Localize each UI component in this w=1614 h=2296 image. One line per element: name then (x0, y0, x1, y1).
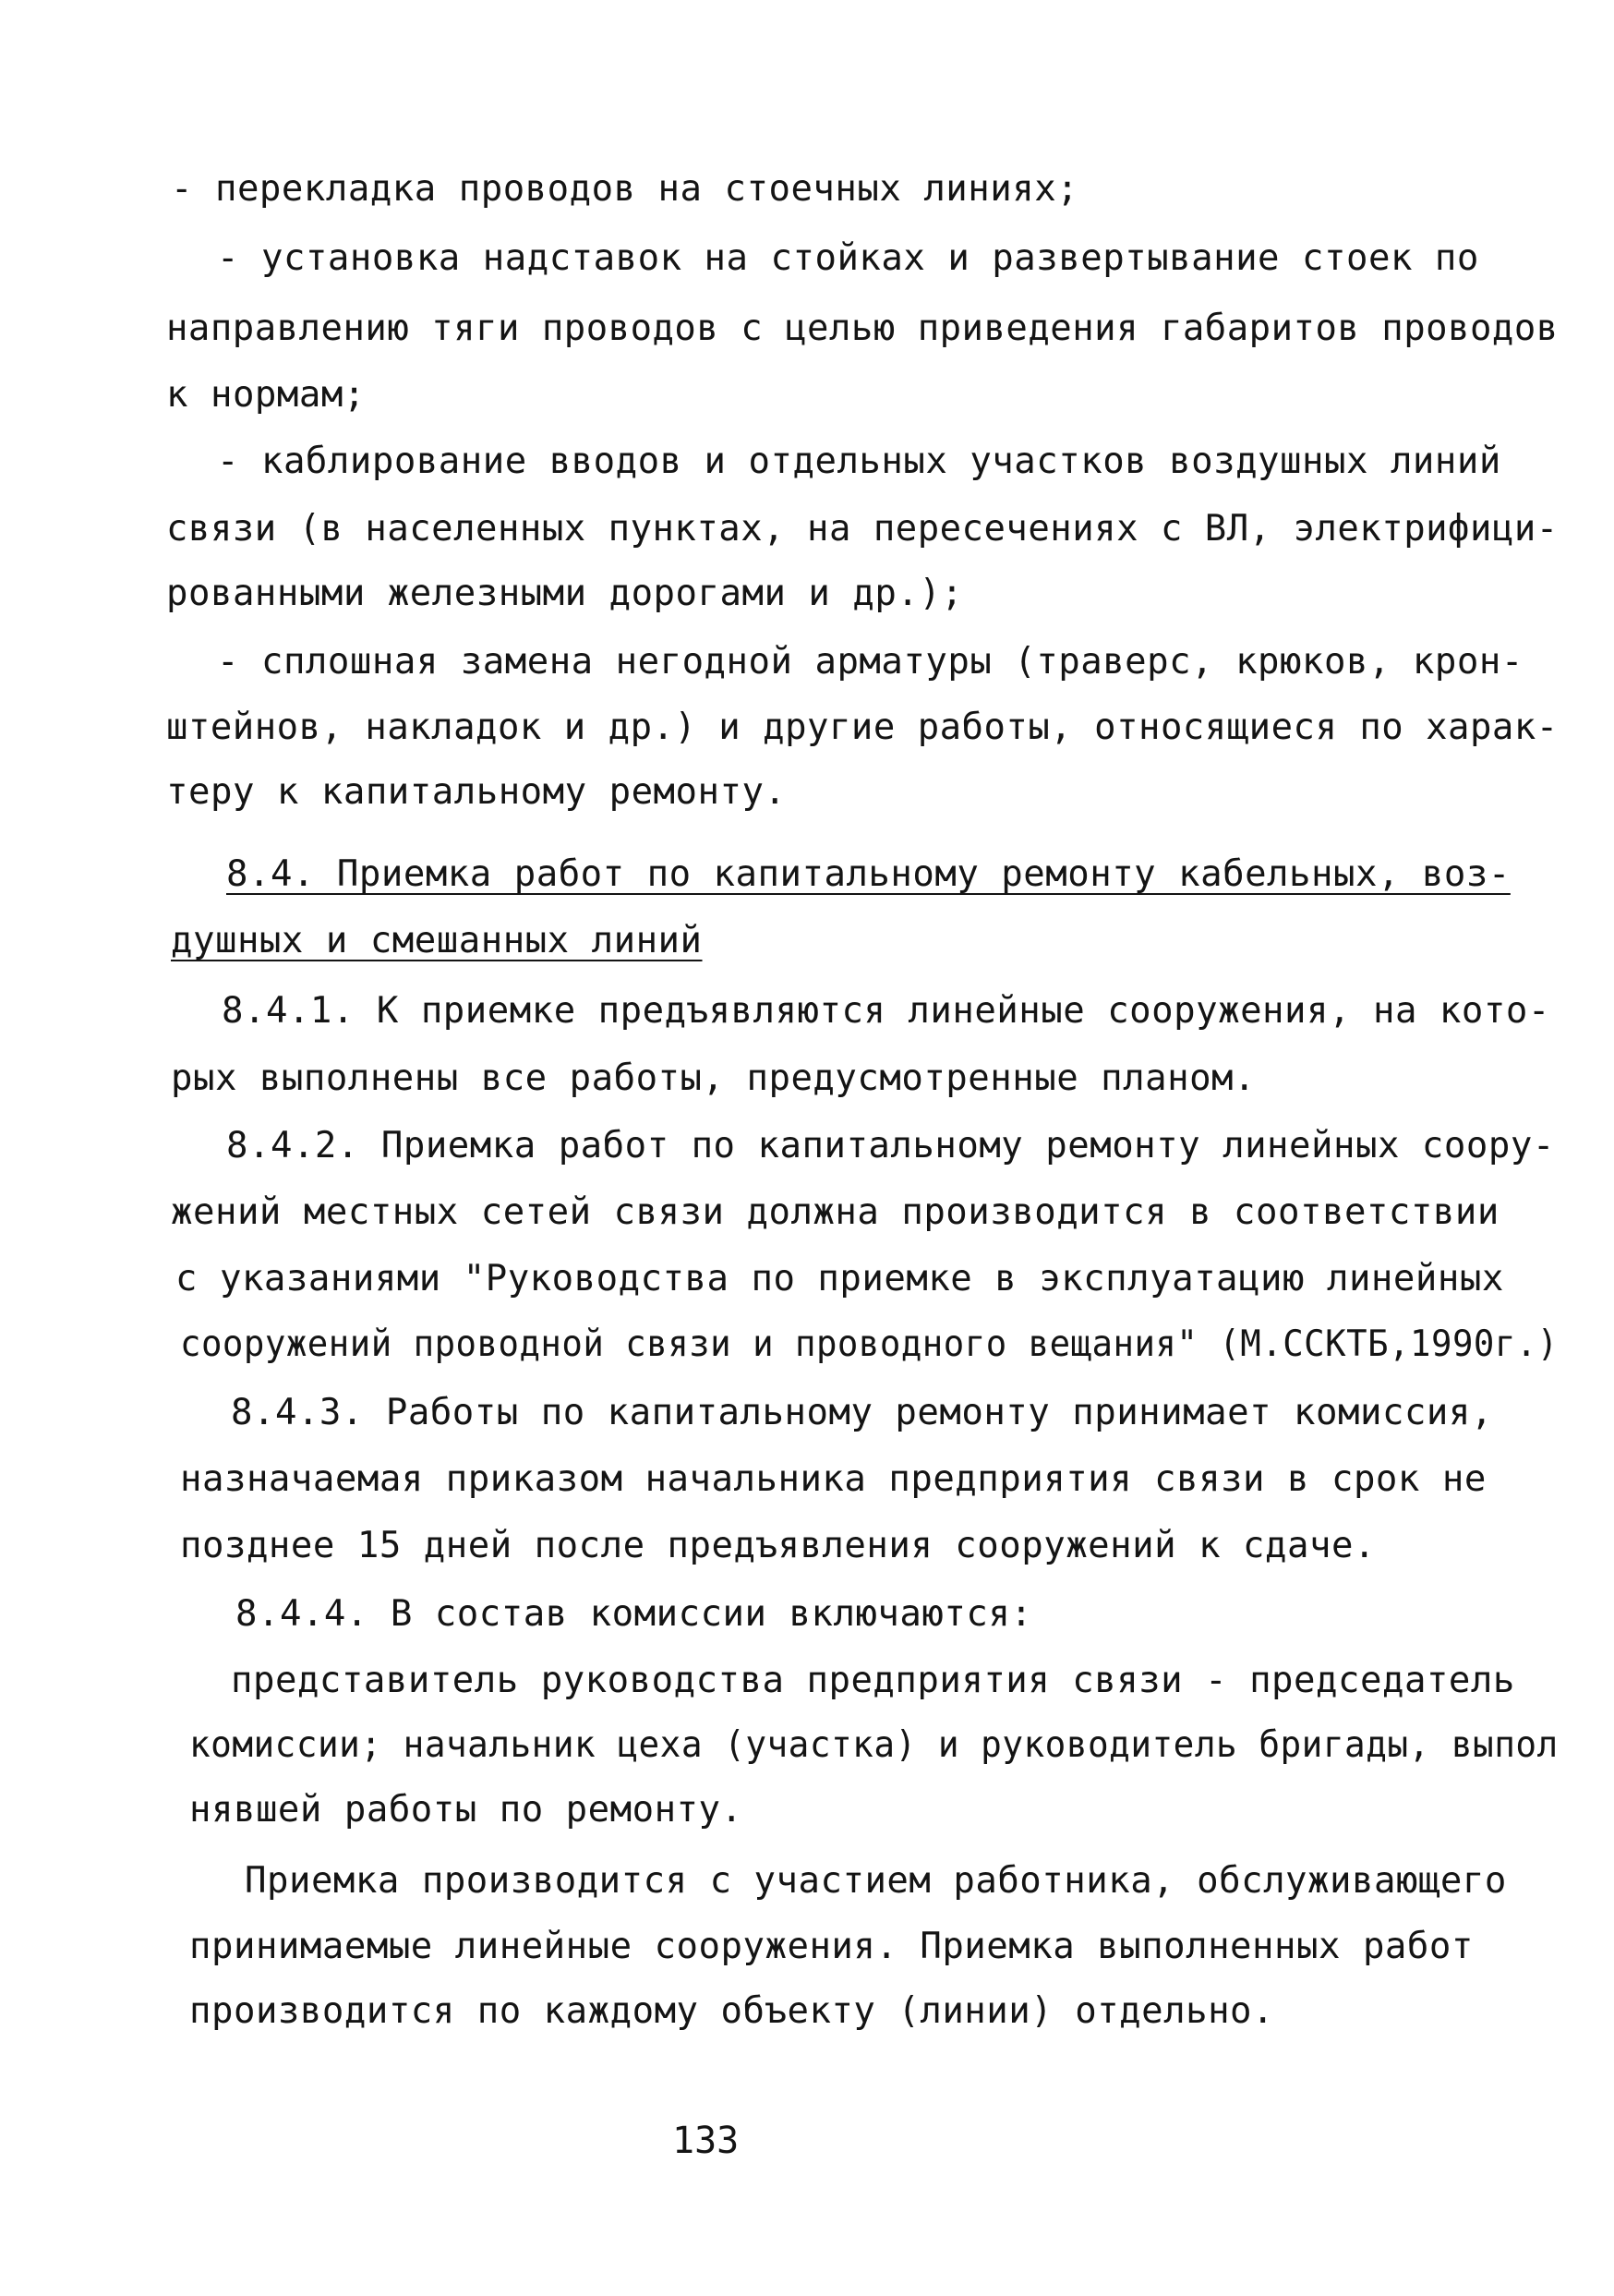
text-line: назначаемая приказом начальника предприятия связи в срок не (180, 1458, 1487, 1500)
text-line: - каблирование вводов и отдельных участков воздушных линий (217, 441, 1501, 482)
text-line: штейнов, накладок и др.) и другие работы, относящиеся по харак- (166, 707, 1559, 748)
text-line: 8.4.4. В состав комиссии включаются: (235, 1593, 1033, 1635)
text-line: - сплошная замена негодной арматуры (траверс, крюков, крон- (217, 641, 1524, 683)
text-line: жений местных сетей связи должна производится в соответствии (171, 1191, 1500, 1233)
text-line: теру к капитальному ремонту. (166, 771, 787, 813)
text-line: с указаниями "Руководства по приемке в эксплуатацию линейных (175, 1258, 1504, 1299)
text-line: к нормам; (166, 374, 366, 416)
text-line: комиссии; начальник цеха (участка) и руководитель бригады, выпол (189, 1724, 1559, 1766)
text-line: рых выполнены все работы, предусмотренные планом. (171, 1057, 1257, 1099)
section-heading: 8.4. Приемка работ по капитальному ремонту кабельных, воз- (226, 853, 1511, 895)
text-line: 8.4.2. Приемка работ по капитальному ремонту линейных соору- (226, 1125, 1555, 1166)
text-line: направлению тяги проводов с целью приведения габаритов проводов (166, 308, 1559, 349)
text-line: Приемка производится с участием работника, обслуживающего (245, 1860, 1507, 1902)
text-line: производится по каждому объекту (линии) отдельно. (189, 1990, 1275, 2032)
text-line: представитель руководства предприятия связи - председатель (231, 1660, 1515, 1701)
section-heading: душных и смешанных линий (171, 920, 703, 961)
text-line: позднее 15 дней после предъявления сооружений к сдаче. (180, 1525, 1376, 1566)
text-line: 8.4.3. Работы по капитальному ремонту принимает комиссия, (231, 1392, 1493, 1433)
text-line: - установка надставок на стойках и развертывание стоек по (217, 237, 1479, 279)
text-line: - перекладка проводов на стоечных линиях; (171, 168, 1079, 210)
page-number: 133 (672, 2120, 740, 2162)
text-line: сооружений проводной связи и проводного вещания" (М.ССКТБ,1990г.) (180, 1323, 1559, 1365)
text-line: принимаемые линейные сооружения. Приемка выполненных работ (189, 1926, 1474, 1967)
text-line: рованными железными дорогами и др.); (166, 573, 964, 614)
text-line: 8.4.1. К приемке предъявляются линейные сооружения, на кото- (222, 990, 1550, 1032)
text-line: нявшей работы по ремонту. (189, 1789, 743, 1831)
text-line: связи (в населенных пунктах, на пересечениях с ВЛ, электрифици- (166, 508, 1559, 550)
